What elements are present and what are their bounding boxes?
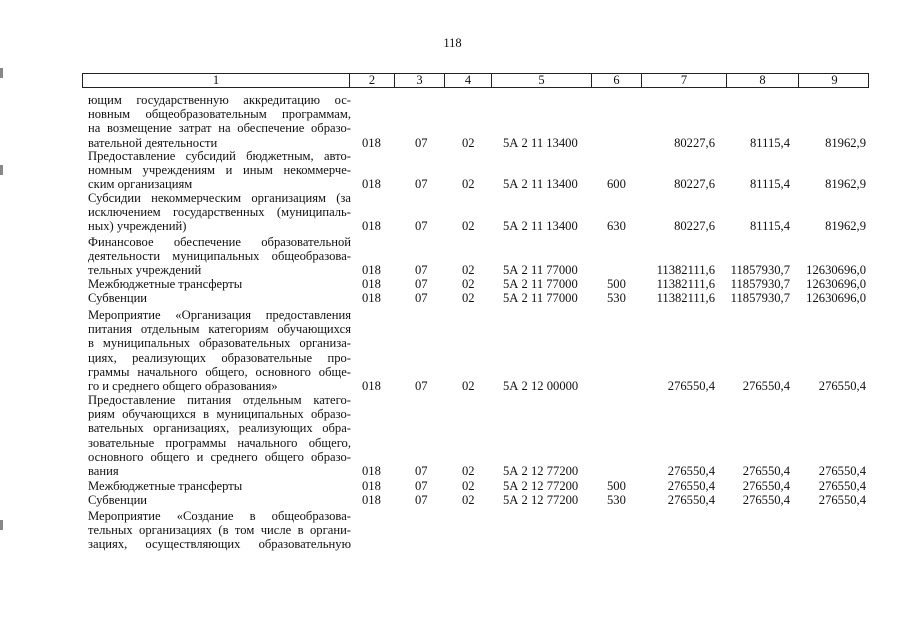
cell-col-5: 5А 2 12 00000 <box>503 379 579 393</box>
cell-col-3: 07 <box>415 219 428 234</box>
cell-col-9: 276550,4 <box>818 493 866 507</box>
row-description <box>88 235 351 278</box>
page-number: 118 <box>443 36 462 50</box>
cell-col-8: 11857930,7 <box>730 263 790 278</box>
cell-col-5: 5А 2 12 77200 <box>503 493 579 507</box>
cell-col-4: 02 <box>462 479 475 493</box>
description-line: ных) учреждений) <box>88 219 187 234</box>
cell-col-2: 018 <box>362 277 381 291</box>
cell-col-3: 07 <box>415 464 428 478</box>
cell-col-9: 12630696,0 <box>806 263 866 278</box>
cell-col-4: 02 <box>462 277 475 291</box>
header-cell-7: 7 <box>642 74 727 87</box>
cell-col-2: 018 <box>362 177 381 192</box>
cell-col-4: 02 <box>462 219 475 234</box>
description-line: граммы начального общего, основного обще- <box>88 364 351 379</box>
cell-col-7: 276550,4 <box>667 464 715 478</box>
description-line: тельных учреждений <box>88 263 202 278</box>
header-cell-6: 6 <box>592 74 642 87</box>
cell-col-2: 018 <box>362 379 381 393</box>
row-description <box>88 291 351 305</box>
cell-col-3: 07 <box>415 493 428 507</box>
cell-col-5: 5А 2 11 77000 <box>503 263 578 278</box>
cell-col-4: 02 <box>462 177 475 192</box>
cell-col-2: 018 <box>362 135 381 150</box>
description-line: питания отдельным категориям обучающихся <box>88 322 351 337</box>
description-line: ским организациям <box>88 177 193 192</box>
cell-col-9: 276550,4 <box>818 379 866 393</box>
cell-col-8: 276550,4 <box>742 479 790 493</box>
cell-col-2: 018 <box>362 479 381 493</box>
cell-col-3: 07 <box>415 379 428 393</box>
description-line: циях, реализующих образовательные про- <box>88 350 351 365</box>
description-line: Межбюджетные трансферты <box>88 479 243 493</box>
description-line: Межбюджетные трансферты <box>88 277 243 291</box>
description-line: Мероприятие «Организация предоставления <box>88 308 351 322</box>
description-line: номным учреждениям и иным некоммерче- <box>88 163 351 178</box>
cell-col-3: 07 <box>415 291 428 305</box>
cell-col-5: 5А 2 11 13400 <box>503 219 578 234</box>
header-cell-4: 4 <box>445 74 492 87</box>
description-line: вательной деятельности <box>88 135 218 150</box>
cell-col-3: 07 <box>415 277 428 291</box>
cell-col-5: 5А 2 11 77000 <box>503 277 578 291</box>
cell-col-6: 500 <box>607 479 626 493</box>
description-line: зациях, осуществляющих образовательную <box>88 537 351 552</box>
header-cell-3: 3 <box>395 74 445 87</box>
cell-col-5: 5А 2 11 13400 <box>503 135 578 150</box>
description-line: Субсидии некоммерческим организациям (за <box>88 191 351 205</box>
cell-col-6: 530 <box>607 291 626 305</box>
description-line: тельных организациях (в том числе в органи- <box>88 523 351 538</box>
cell-col-7: 11382111,6 <box>656 263 715 278</box>
description-line: Субвенции <box>88 291 148 305</box>
cell-col-5: 5А 2 11 77000 <box>503 291 578 305</box>
cell-col-3: 07 <box>415 135 428 150</box>
cell-col-4: 02 <box>462 493 475 507</box>
row-description <box>88 277 351 291</box>
cell-col-8: 11857930,7 <box>730 277 790 291</box>
scan-edge-mark <box>0 520 3 530</box>
row-description <box>88 509 351 552</box>
description-line: Предоставление субсидий бюджетным, авто- <box>88 149 351 163</box>
header-cell-9: 9 <box>831 73 838 87</box>
table-header <box>82 73 869 88</box>
cell-col-4: 02 <box>462 464 475 478</box>
cell-col-7: 276550,4 <box>667 479 715 493</box>
cell-col-8: 276550,4 <box>742 493 790 507</box>
cell-col-8: 276550,4 <box>742 464 790 478</box>
cell-col-7: 80227,6 <box>674 135 715 150</box>
cell-col-2: 018 <box>362 464 381 478</box>
cell-col-7: 276550,4 <box>667 379 715 393</box>
description-line: Предоставление питания отдельным катего- <box>88 393 351 407</box>
cell-col-2: 018 <box>362 493 381 507</box>
cell-col-9: 81962,9 <box>825 177 866 192</box>
description-line: вания <box>88 463 119 478</box>
header-cell-8: 8 <box>727 74 799 87</box>
cell-col-7: 276550,4 <box>667 493 715 507</box>
row-description <box>88 479 351 493</box>
cell-col-9: 81962,9 <box>825 135 866 150</box>
cell-col-7: 11382111,6 <box>656 277 715 291</box>
description-line: новным общеобразовательным программам, <box>88 107 351 122</box>
cell-col-4: 02 <box>462 379 475 393</box>
cell-col-3: 07 <box>415 177 428 192</box>
scan-edge-mark <box>0 165 3 175</box>
row-description <box>88 149 351 192</box>
row-description <box>88 308 351 393</box>
cell-col-6: 530 <box>607 493 626 507</box>
description-line: Субвенции <box>88 493 148 507</box>
cell-col-4: 02 <box>462 263 475 278</box>
cell-col-5: 5А 2 12 77200 <box>503 464 579 478</box>
description-line: риям обучающихся в муниципальных образо- <box>88 407 351 422</box>
cell-col-2: 018 <box>362 219 381 234</box>
cell-col-5: 5А 2 11 13400 <box>503 177 578 192</box>
description-line: на возмещение затрат на обеспечение образо- <box>88 121 351 136</box>
description-line: зовательные программы начального общего, <box>88 435 351 450</box>
cell-col-9: 276550,4 <box>818 479 866 493</box>
row-description <box>88 191 351 234</box>
cell-col-8: 81115,4 <box>750 177 790 192</box>
description-line: ющим государственную аккредитацию ос- <box>88 93 351 107</box>
header-cell-5: 5 <box>492 74 592 87</box>
row-description <box>88 493 351 507</box>
description-line: Финансовое обеспечение образовательной <box>88 235 351 249</box>
description-line: в муниципальных образовательных организа- <box>88 336 351 351</box>
cell-col-7: 80227,6 <box>674 177 715 192</box>
description-line: исключением государственных (муниципаль- <box>88 205 351 220</box>
cell-col-6: 600 <box>607 177 626 192</box>
description-line: Мероприятие «Создание в общеобразова- <box>88 509 351 523</box>
cell-col-4: 02 <box>462 291 475 305</box>
description-line: основного общего и среднего общего образо- <box>88 449 351 464</box>
cell-col-5: 5А 2 12 77200 <box>503 479 579 493</box>
cell-col-3: 07 <box>415 263 428 278</box>
cell-col-4: 02 <box>462 135 475 150</box>
cell-col-6: 500 <box>607 277 626 291</box>
cell-col-2: 018 <box>362 291 381 305</box>
cell-col-9: 12630696,0 <box>806 277 866 291</box>
description-line: го и среднего общего образования» <box>88 378 278 393</box>
header-cell-1: 1 <box>83 74 350 87</box>
header-cell-2: 2 <box>350 74 395 87</box>
description-line: вательных организациях, реализующих обра- <box>88 421 351 436</box>
cell-col-7: 11382111,6 <box>656 291 715 305</box>
cell-col-2: 018 <box>362 263 381 278</box>
cell-col-9: 81962,9 <box>825 219 866 234</box>
cell-col-7: 80227,6 <box>674 219 715 234</box>
cell-col-8: 11857930,7 <box>730 291 790 305</box>
cell-col-3: 07 <box>415 479 428 493</box>
cell-col-8: 81115,4 <box>750 135 790 150</box>
cell-col-6: 630 <box>607 219 626 234</box>
cell-col-9: 276550,4 <box>818 464 866 478</box>
row-description <box>88 393 351 478</box>
cell-col-8: 276550,4 <box>742 379 790 393</box>
cell-col-8: 81115,4 <box>750 219 790 234</box>
description-line: деятельности муниципальных общеобразова- <box>88 249 351 264</box>
cell-col-9: 12630696,0 <box>806 291 866 305</box>
row-description <box>88 93 351 150</box>
scan-edge-mark <box>0 68 3 78</box>
